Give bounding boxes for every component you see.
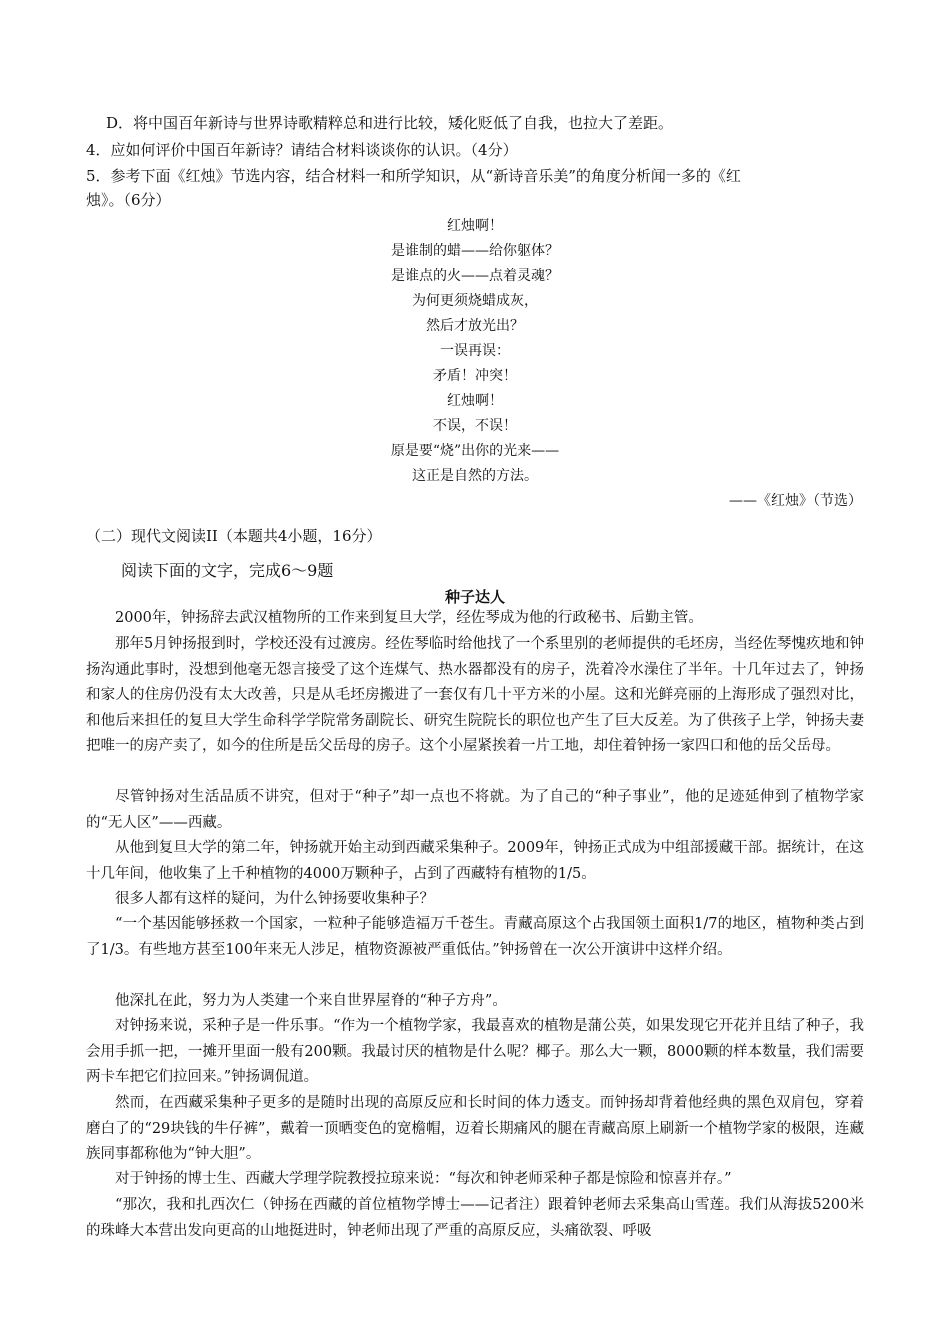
- poem-line: 矛盾！冲突！: [433, 368, 517, 384]
- poem-line: 是谁制的蜡——给你躯体？: [391, 243, 559, 259]
- reading-instruction: 阅读下面的文字，完成6～9题: [121, 561, 334, 580]
- article-paragraph: 从他到复旦大学的第二年，钟扬就开始主动到西藏采集种子。2009年，钟扬正式成为中组部援藏干部。据统计，在这十几年间，他收集了上千种植物的4000万颗种子，占到了西藏特有植物的1/5。: [86, 840, 864, 882]
- article-paragraph: “那次，我和扎西次仁（钟扬在西藏的首位植物学博士——记者注）跟着钟老师去采集高山雪莲。我们从海拔5200米的珠峰大本营出发向更高的山地挺进时，钟老师出现了严重的高原反应，头痛欲裂、呼吸: [86, 1197, 864, 1239]
- question-5-line-1: 5．参考下面《红烛》节选内容，结合材料一和所学知识，从“新诗音乐美”的角度分析闻一多的《红: [86, 167, 741, 185]
- question-5-line-2: 烛》。（6分）: [86, 191, 171, 209]
- article-paragraph: 然而，在西藏采集种子更多的是随时出现的高原反应和长时间的体力透支。而钟扬却背着他经典的黑色双肩包，穿着磨白了的“29块钱的牛仔裤”，戴着一顶晒变色的宽檐帽，迈着长期痛风的腿在青藏高原上刷新一个植物学家的极限，连藏族同事都称他为“钟大胆”。: [86, 1095, 864, 1162]
- question-4: 4．应如何评价中国百年新诗？请结合材料谈谈你的认识。（4分）: [86, 141, 518, 159]
- poem-line: 一误再误：: [440, 343, 510, 359]
- poem-source: ——《红烛》（节选）: [729, 493, 862, 509]
- article-paragraph: 2000年，钟扬辞去武汉植物所的工作来到复旦大学，经佐琴成为他的行政秘书、后勤主管。: [115, 610, 703, 626]
- article-paragraph: 那年5月钟扬报到时，学校还没有过渡房。经佐琴临时给他找了一个系里别的老师提供的毛坯房，当经佐琴愧疚地和钟扬沟通此事时，没想到他毫无怨言接受了这个连煤气、热水器都没有的房子，洗着冷水澡住了半年。十几年过去了，钟扬和家人的住房仍没有太大改善，只是从毛坯房搬进了一套仅有几十平方米的小屋。这和光鲜亮丽的上海形成了强烈对比，和他后来担任的复旦大学生命科学学院常务副院长、研究生院院长的职位也产生了巨大反差。为了供孩子上学，钟扬夫妻把唯一的房产卖了，如今的住所是岳父岳母的房子。这个小屋紧挨着一片工地，却住着钟扬一家四口和他的岳父岳母。: [86, 636, 864, 754]
- option-d: D．将中国百年新诗与世界诗歌精粹总和进行比较，矮化贬低了自我，也拉大了差距。: [106, 114, 674, 132]
- poem-line: 是谁点的火——点着灵魂？: [391, 268, 559, 284]
- poem-line: 红烛啊！: [447, 393, 503, 409]
- article-title: 种子达人: [444, 588, 505, 606]
- article-paragraph: 很多人都有这样的疑问，为什么钟扬要收集种子？: [115, 891, 434, 907]
- article-paragraph: 对钟扬来说，采种子是一件乐事。“作为一个植物学家，我最喜欢的植物是蒲公英，如果发现它开花并且结了种子，我会用手抓一把，一摊开里面一般有200颗。我最讨厌的植物是什么呢？椰子。那么大一颗，8000颗的样本数量，我们需要两卡车把它们拉回来。”钟扬调侃道。: [86, 1018, 864, 1085]
- poem-line: 为何更须烧蜡成灰，: [412, 293, 538, 309]
- section-heading: （二）现代文阅读II（本题共4小题，16分）: [86, 527, 382, 545]
- poem-line: 这正是自然的方法。: [412, 468, 538, 484]
- poem-line: 然后才放光出？: [426, 318, 524, 334]
- poem-line: 红烛啊！: [447, 218, 503, 234]
- article-paragraph: 对于钟扬的博士生、西藏大学理学院教授拉琼来说：“每次和钟老师采种子都是惊险和惊喜并存。”: [115, 1171, 732, 1187]
- article-paragraph: 尽管钟扬对生活品质不讲究，但对于“种子”却一点也不将就。为了自己的“种子事业”，他的足迹延伸到了植物学家的“无人区”——西藏。: [86, 789, 864, 831]
- poem-line: 原是要“烧”出你的光来——: [390, 443, 560, 459]
- poem-line: 不误，不误！: [433, 418, 517, 434]
- article-paragraph: 他深扎在此，努力为人类建一个来自世界屋脊的“种子方舟”。: [115, 993, 507, 1009]
- article-paragraph: “一个基因能够拯救一个国家，一粒种子能够造福万千苍生。青藏高原这个占我国领土面积1/7的地区，植物种类占到了1/3。有些地方甚至100年来无人涉足，植物资源被严重低估。”钟扬曾在一次公开演讲中这样介绍。: [86, 916, 864, 958]
